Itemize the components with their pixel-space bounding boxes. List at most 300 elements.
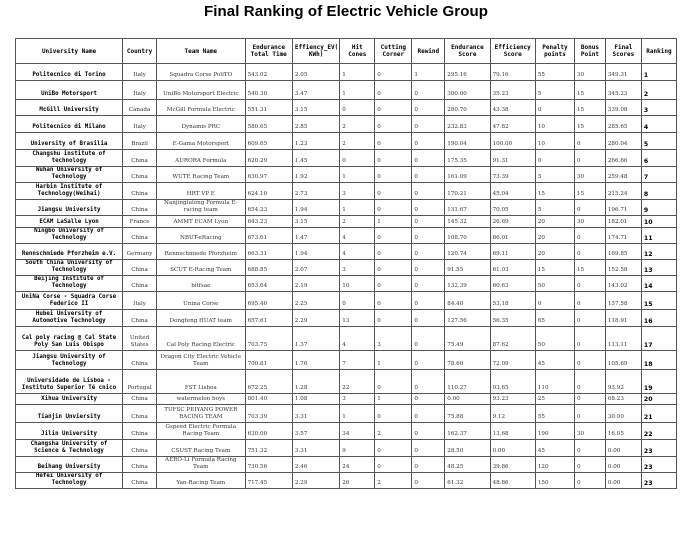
cutting-corner-cell: 0: [375, 310, 412, 327]
bonus-point-cell: 0: [574, 351, 605, 370]
hit-cones-cell: 0: [340, 100, 375, 116]
country-cell: China: [123, 310, 157, 327]
effiency-ev-cell: 3.31: [292, 405, 339, 423]
team-name-cell: Cal Poly Racing Electric: [157, 327, 246, 351]
bonus-point-cell: 0: [574, 370, 605, 394]
bonus-point-cell: 0: [574, 228, 605, 244]
hit-cones-cell: 13: [340, 310, 375, 327]
table-row: [16, 440, 677, 457]
country-cell: China: [123, 183, 157, 200]
final-score-cell: 169.85: [605, 244, 641, 260]
table-row: [16, 183, 677, 200]
hit-cones-cell: 1: [340, 405, 375, 423]
efficiency-score-cell: 53.18: [490, 292, 535, 310]
ranking-cell: 5: [641, 133, 676, 150]
country-cell: China: [123, 440, 157, 457]
header-row: [16, 39, 677, 64]
rewind-cell: 0: [412, 292, 445, 310]
effiency-ev-cell: 2.46: [292, 457, 339, 473]
endurance-score-cell: 131.67: [445, 200, 490, 216]
table-row: [16, 405, 677, 423]
university-name-cell: Harbin Institute of Technology(Weihai): [16, 183, 123, 200]
ranking-cell: 20: [641, 394, 676, 405]
efficiency-score-cell: 56.35: [490, 310, 535, 327]
penalty-points-cell: 120: [535, 457, 574, 473]
final-score-cell: 266.66: [605, 150, 641, 167]
endurance-score-cell: 280.70: [445, 100, 490, 116]
column-header: Bonus Point: [574, 39, 605, 64]
endurance-time-cell: 630.97: [245, 167, 292, 183]
column-header: Effiency_EV( KWh): [292, 39, 339, 64]
endurance-time-cell: 543.02: [245, 64, 292, 81]
effiency-ev-cell: 1.76: [292, 351, 339, 370]
university-name-cell: Ningbo University of Technology: [16, 228, 123, 244]
rewind-cell: 0: [412, 167, 445, 183]
ranking-cell: 22: [641, 423, 676, 440]
country-cell: China: [123, 276, 157, 292]
efficiency-score-cell: 100.00: [490, 133, 535, 150]
efficiency-score-cell: 93.23: [490, 394, 535, 405]
hit-cones-cell: 2: [340, 216, 375, 228]
country-cell: Portugal: [123, 370, 157, 394]
column-header: Efficiency Score: [490, 39, 535, 64]
table-row: [16, 473, 677, 489]
column-header: Rewind: [412, 39, 445, 64]
endurance-score-cell: 110.27: [445, 370, 490, 394]
penalty-points-cell: 5: [535, 81, 574, 100]
country-cell: China: [123, 423, 157, 440]
country-cell: China: [123, 405, 157, 423]
rewind-cell: 1: [412, 64, 445, 81]
university-name-cell: University of Brasilia: [16, 133, 123, 150]
university-name-cell: Jilin University: [16, 423, 123, 440]
ranking-cell: 7: [641, 167, 676, 183]
rewind-cell: 0: [412, 244, 445, 260]
hit-cones-cell: 1: [340, 81, 375, 100]
rewind-cell: 0: [412, 351, 445, 370]
endurance-time-cell: 673.61: [245, 228, 292, 244]
endurance-score-cell: 190.04: [445, 133, 490, 150]
ranking-cell: 19: [641, 370, 676, 394]
hit-cones-cell: 26: [340, 473, 375, 489]
endurance-score-cell: 75.49: [445, 327, 490, 351]
cutting-corner-cell: 0: [375, 150, 412, 167]
bonus-point-cell: 15: [574, 116, 605, 133]
cutting-corner-cell: 0: [375, 100, 412, 116]
team-name-cell: TUFSC PEIYANG POWER RACING TEAM: [157, 405, 246, 423]
country-cell: United States: [123, 327, 157, 351]
endurance-time-cell: 695.40: [245, 292, 292, 310]
rewind-cell: 0: [412, 457, 445, 473]
university-name-cell: Cal poly racing @ Cal State Poly San Luis Obispo: [16, 327, 123, 351]
university-name-cell: South China University of Technology: [16, 260, 123, 276]
cutting-corner-cell: 0: [375, 183, 412, 200]
ranking-cell: 3: [641, 100, 676, 116]
endurance-time-cell: 672.25: [245, 370, 292, 394]
country-cell: China: [123, 167, 157, 183]
cutting-corner-cell: 0: [375, 116, 412, 133]
ranking-cell: 15: [641, 292, 676, 310]
final-score-cell: 118.91: [605, 310, 641, 327]
bonus-point-cell: 0: [574, 150, 605, 167]
country-cell: Canada: [123, 100, 157, 116]
team-name-cell: E-Gama Motorsport: [157, 133, 246, 150]
endurance-score-cell: 132.39: [445, 276, 490, 292]
bonus-point-cell: 0: [574, 276, 605, 292]
ranking-cell: 10: [641, 216, 676, 228]
final-score-cell: 93.92: [605, 370, 641, 394]
penalty-points-cell: 10: [535, 116, 574, 133]
penalty-points-cell: 65: [535, 310, 574, 327]
endurance-score-cell: 84.40: [445, 292, 490, 310]
endurance-time-cell: 657.61: [245, 310, 292, 327]
rewind-cell: 0: [412, 183, 445, 200]
efficiency-score-cell: 45.04: [490, 183, 535, 200]
endurance-score-cell: 175.35: [445, 150, 490, 167]
cutting-corner-cell: 0: [375, 276, 412, 292]
hit-cones-cell: 7: [340, 351, 375, 370]
column-header: University Name: [16, 39, 123, 64]
final-score-cell: 0.00: [605, 440, 641, 457]
rewind-cell: 0: [412, 216, 445, 228]
university-name-cell: Universidade de Lisboa - Instituto Superior Té cnico: [16, 370, 123, 394]
penalty-points-cell: 45: [535, 440, 574, 457]
endurance-time-cell: 580.65: [245, 116, 292, 133]
hit-cones-cell: 0: [340, 292, 375, 310]
country-cell: France: [123, 216, 157, 228]
page-title: Final Ranking of Electric Vehicle Group: [204, 3, 488, 20]
effiency-ev-cell: 2.85: [292, 116, 339, 133]
table-row: [16, 200, 677, 216]
university-name-cell: Changsha University of Science & Technology: [16, 440, 123, 457]
cutting-corner-cell: 3: [375, 327, 412, 351]
hit-cones-cell: 1: [340, 200, 375, 216]
efficiency-score-cell: 79.16: [490, 64, 535, 81]
country-cell: China: [123, 228, 157, 244]
table-row: [16, 327, 677, 351]
table-row: [16, 133, 677, 150]
bonus-point-cell: 0: [574, 244, 605, 260]
cutting-corner-cell: 1: [375, 394, 412, 405]
hit-cones-cell: 1: [340, 167, 375, 183]
efficiency-score-cell: 47.82: [490, 116, 535, 133]
penalty-points-cell: 0: [535, 292, 574, 310]
team-name-cell: HRT VP E: [157, 183, 246, 200]
final-score-cell: 285.65: [605, 116, 641, 133]
final-score-cell: 339.08: [605, 100, 641, 116]
hit-cones-cell: 4: [340, 228, 375, 244]
cutting-corner-cell: 1: [375, 351, 412, 370]
bonus-point-cell: 15: [574, 81, 605, 100]
hit-cones-cell: 4: [340, 244, 375, 260]
rewind-cell: 0: [412, 276, 445, 292]
team-name-cell: Rennschmiede Pforzheim: [157, 244, 246, 260]
bonus-point-cell: 0: [574, 292, 605, 310]
column-header: Hit Cones: [340, 39, 375, 64]
endurance-score-cell: 75.88: [445, 405, 490, 423]
penalty-points-cell: 20: [535, 216, 574, 228]
team-name-cell: watermelon boys: [157, 394, 246, 405]
effiency-ev-cell: 2.29: [292, 310, 339, 327]
ranking-table: [15, 38, 677, 489]
team-name-cell: UniBo Motorsport Electric: [157, 81, 246, 100]
hit-cones-cell: 9: [340, 440, 375, 457]
endurance-score-cell: 108.70: [445, 228, 490, 244]
endurance-score-cell: 28.50: [445, 440, 490, 457]
endurance-time-cell: 653.64: [245, 276, 292, 292]
country-cell: China: [123, 457, 157, 473]
efficiency-score-cell: 60.63: [490, 276, 535, 292]
final-score-cell: 196.71: [605, 200, 641, 216]
rewind-cell: 0: [412, 150, 445, 167]
rewind-cell: 0: [412, 200, 445, 216]
efficiency-score-cell: 9.12: [490, 405, 535, 423]
cutting-corner-cell: 1: [375, 216, 412, 228]
country-cell: Italy: [123, 292, 157, 310]
rewind-cell: 0: [412, 133, 445, 150]
effiency-ev-cell: 1.94: [292, 244, 339, 260]
endurance-time-cell: 700.81: [245, 351, 292, 370]
rewind-cell: 0: [412, 81, 445, 100]
endurance-time-cell: 663.31: [245, 244, 292, 260]
university-name-cell: ECAM LaSalle Lyon: [16, 216, 123, 228]
column-header: Endurance Score: [445, 39, 490, 64]
rewind-cell: 0: [412, 370, 445, 394]
hit-cones-cell: 10: [340, 276, 375, 292]
team-name-cell: FST Lisboa: [157, 370, 246, 394]
final-score-cell: 105.69: [605, 351, 641, 370]
university-name-cell: Rennschmiede Pforzheim e.V.: [16, 244, 123, 260]
column-header: Penalty points: [535, 39, 574, 64]
column-header: Endurance Total Time: [245, 39, 292, 64]
bonus-point-cell: 0: [574, 327, 605, 351]
table-body: [16, 64, 677, 489]
ranking-cell: 23: [641, 440, 676, 457]
team-name-cell: Unina Corse: [157, 292, 246, 310]
efficiency-score-cell: 69.11: [490, 244, 535, 260]
column-header: Team Name: [157, 39, 246, 64]
efficiency-score-cell: 13.68: [490, 423, 535, 440]
ranking-cell: 21: [641, 405, 676, 423]
ranking-cell: 16: [641, 310, 676, 327]
effiency-ev-cell: 1.45: [292, 150, 339, 167]
university-name-cell: McGill University: [16, 100, 123, 116]
endurance-score-cell: 0.00: [445, 394, 490, 405]
endurance-time-cell: 801.40: [245, 394, 292, 405]
university-name-cell: Wuhan University of Technology: [16, 167, 123, 183]
efficiency-score-cell: 39.86: [490, 457, 535, 473]
penalty-points-cell: 20: [535, 228, 574, 244]
final-score-cell: 68.23: [605, 394, 641, 405]
ranking-cell: 6: [641, 150, 676, 167]
bonus-point-cell: 0: [574, 394, 605, 405]
effiency-ev-cell: 1.94: [292, 200, 339, 216]
university-name-cell: Beihang University: [16, 457, 123, 473]
effiency-ev-cell: 3.15: [292, 216, 339, 228]
university-name-cell: UniNa Corse - Squadra Corse Federico II: [16, 292, 123, 310]
bonus-point-cell: 15: [574, 183, 605, 200]
final-score-cell: 182.01: [605, 216, 641, 228]
team-name-cell: Yan-Racing Team: [157, 473, 246, 489]
penalty-points-cell: 55: [535, 64, 574, 81]
final-score-cell: 259.48: [605, 167, 641, 183]
ranking-cell: 23: [641, 457, 676, 473]
effiency-ev-cell: 2.25: [292, 292, 339, 310]
effiency-ev-cell: 3.31: [292, 440, 339, 457]
rewind-cell: 0: [412, 260, 445, 276]
country-cell: Italy: [123, 64, 157, 81]
bonus-point-cell: 0: [574, 310, 605, 327]
table-row: [16, 150, 677, 167]
table-row: [16, 167, 677, 183]
hit-cones-cell: 24: [340, 457, 375, 473]
team-name-cell: Nanjinglulong Formula E-racing team: [157, 200, 246, 216]
team-name-cell: Gspeed Electric Formula Racing Team: [157, 423, 246, 440]
final-score-cell: 0.00: [605, 473, 641, 489]
final-score-cell: 137.58: [605, 292, 641, 310]
endurance-time-cell: 643.23: [245, 216, 292, 228]
cutting-corner-cell: 0: [375, 457, 412, 473]
team-name-cell: AERO-Li Formula Racing Team: [157, 457, 246, 473]
university-name-cell: Politecnico di Torino: [16, 64, 123, 81]
table-row: [16, 351, 677, 370]
efficiency-score-cell: 73.39: [490, 167, 535, 183]
endurance-score-cell: 162.37: [445, 423, 490, 440]
endurance-score-cell: 232.83: [445, 116, 490, 133]
column-header: Country: [123, 39, 157, 64]
efficiency-score-cell: 26.69: [490, 216, 535, 228]
penalty-points-cell: 190: [535, 423, 574, 440]
table-row: [16, 310, 677, 327]
university-name-cell: Beijing Institute of Technology: [16, 276, 123, 292]
rewind-cell: 0: [412, 100, 445, 116]
bonus-point-cell: 0: [574, 457, 605, 473]
cutting-corner-cell: 2: [375, 473, 412, 489]
effiency-ev-cell: 1.37: [292, 327, 339, 351]
cutting-corner-cell: 0: [375, 133, 412, 150]
penalty-points-cell: 45: [535, 351, 574, 370]
endurance-time-cell: 703.39: [245, 405, 292, 423]
efficiency-score-cell: 72.09: [490, 351, 535, 370]
country-cell: Italy: [123, 116, 157, 133]
column-header: Final Scores: [605, 39, 641, 64]
endurance-time-cell: 609.65: [245, 133, 292, 150]
efficiency-score-cell: 93.65: [490, 370, 535, 394]
table-row: [16, 457, 677, 473]
hit-cones-cell: 3: [340, 394, 375, 405]
team-name-cell: McGill Formula Electric: [157, 100, 246, 116]
effiency-ev-cell: 2.07: [292, 260, 339, 276]
rewind-cell: 0: [412, 405, 445, 423]
country-cell: China: [123, 473, 157, 489]
final-score-cell: 215.24: [605, 183, 641, 200]
team-name-cell: Dynamis PRC: [157, 116, 246, 133]
endurance-time-cell: 703.75: [245, 327, 292, 351]
effiency-ev-cell: 1.92: [292, 167, 339, 183]
rewind-cell: 0: [412, 473, 445, 489]
hit-cones-cell: 22: [340, 370, 375, 394]
ranking-cell: 11: [641, 228, 676, 244]
table-row: [16, 370, 677, 394]
table-row: [16, 216, 677, 228]
endurance-time-cell: 540.30: [245, 81, 292, 100]
university-name-cell: Xihua University: [16, 394, 123, 405]
final-score-cell: 143.02: [605, 276, 641, 292]
effiency-ev-cell: 2.05: [292, 64, 339, 81]
final-score-cell: 345.23: [605, 81, 641, 100]
penalty-points-cell: 5: [535, 167, 574, 183]
rewind-cell: 0: [412, 116, 445, 133]
penalty-points-cell: 5: [535, 200, 574, 216]
endurance-time-cell: 624.10: [245, 183, 292, 200]
endurance-score-cell: 161.09: [445, 167, 490, 183]
country-cell: China: [123, 394, 157, 405]
country-cell: Germany: [123, 244, 157, 260]
effiency-ev-cell: 3.47: [292, 81, 339, 100]
final-score-cell: 280.04: [605, 133, 641, 150]
final-score-cell: 174.71: [605, 228, 641, 244]
team-name-cell: AMMT ECAM Lyon: [157, 216, 246, 228]
ranking-cell: 14: [641, 276, 676, 292]
rewind-cell: 0: [412, 310, 445, 327]
endurance-score-cell: 145.32: [445, 216, 490, 228]
table-row: [16, 394, 677, 405]
hit-cones-cell: 34: [340, 423, 375, 440]
efficiency-score-cell: 48.86: [490, 473, 535, 489]
country-cell: China: [123, 200, 157, 216]
cutting-corner-cell: 0: [375, 167, 412, 183]
endurance-score-cell: 120.74: [445, 244, 490, 260]
country-cell: Brazil: [123, 133, 157, 150]
ranking-cell: 12: [641, 244, 676, 260]
endurance-score-cell: 170.21: [445, 183, 490, 200]
efficiency-score-cell: 61.03: [490, 260, 535, 276]
cutting-corner-cell: 0: [375, 405, 412, 423]
penalty-points-cell: 50: [535, 276, 574, 292]
bonus-point-cell: 0: [574, 440, 605, 457]
penalty-points-cell: 0: [535, 100, 574, 116]
penalty-points-cell: 20: [535, 244, 574, 260]
final-score-cell: 30.00: [605, 405, 641, 423]
hit-cones-cell: 2: [340, 116, 375, 133]
bonus-point-cell: 0: [574, 405, 605, 423]
cutting-corner-cell: 0: [375, 244, 412, 260]
team-name-cell: Squadra Corse PoliTO: [157, 64, 246, 81]
university-name-cell: Hubei University of Automotive Technology: [16, 310, 123, 327]
penalty-points-cell: 110: [535, 370, 574, 394]
university-name-cell: Jiangsu University of Technology: [16, 351, 123, 370]
rewind-cell: 0: [412, 327, 445, 351]
efficiency-score-cell: 43.38: [490, 100, 535, 116]
table-row: [16, 260, 677, 276]
hit-cones-cell: 1: [340, 64, 375, 81]
country-cell: China: [123, 260, 157, 276]
university-name-cell: Hefei University of Technology: [16, 473, 123, 489]
ranking-cell: 8: [641, 183, 676, 200]
bonus-point-cell: 15: [574, 260, 605, 276]
team-name-cell: bitfsae: [157, 276, 246, 292]
final-score-cell: 16.05: [605, 423, 641, 440]
rewind-cell: 0: [412, 440, 445, 457]
bonus-point-cell: 0: [574, 133, 605, 150]
endurance-time-cell: 630.00: [245, 423, 292, 440]
hit-cones-cell: 2: [340, 133, 375, 150]
cutting-corner-cell: 0: [375, 200, 412, 216]
penalty-points-cell: 10: [535, 133, 574, 150]
endurance-score-cell: 61.32: [445, 473, 490, 489]
table-row: [16, 292, 677, 310]
effiency-ev-cell: 1.28: [292, 370, 339, 394]
